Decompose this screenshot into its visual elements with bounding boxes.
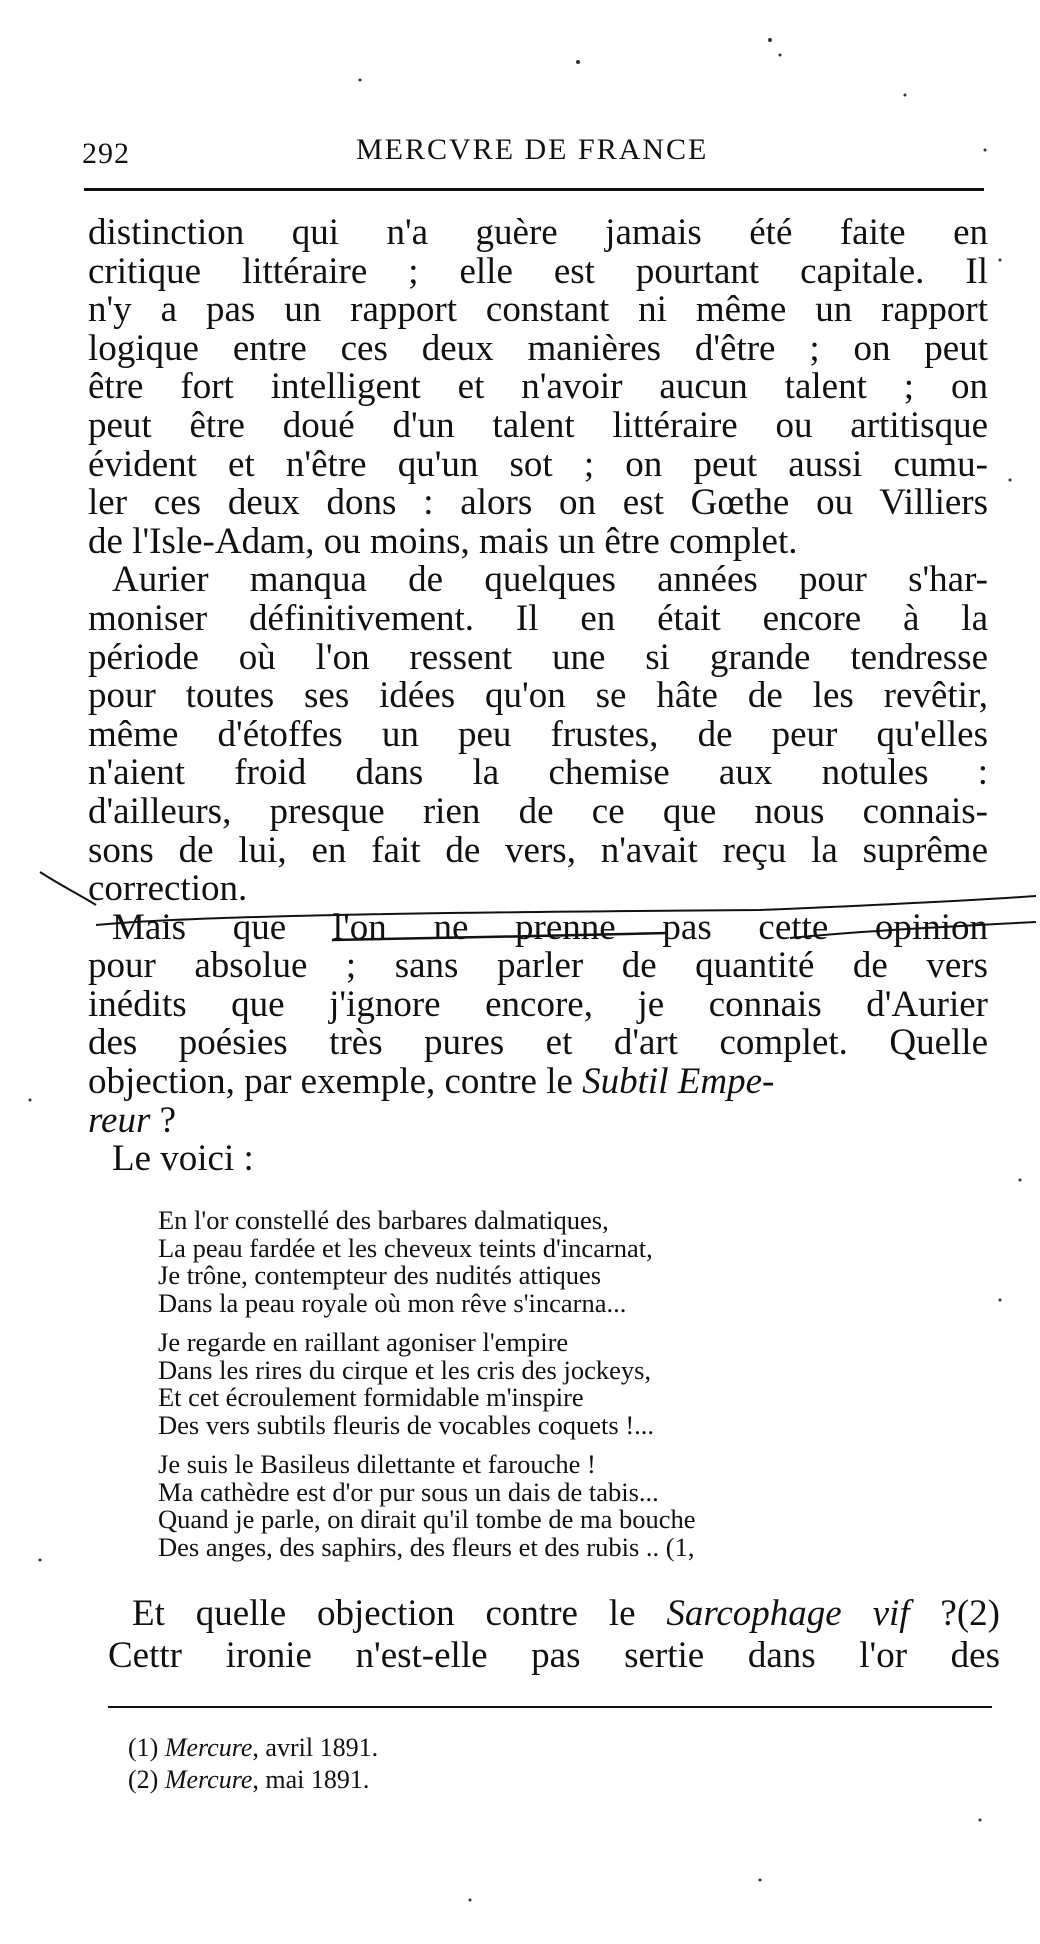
text-line: Mais que l'on ne prenne pas cette opinion [112,906,988,948]
text-line: même d'étoffes un peu frustes, de peur qu'elles [88,713,988,755]
poem-stanza [158,1329,938,1439]
poem-verse: Ma cathèdre est d'or pur sous un dais de tabis... [158,1476,659,1507]
footnote [128,1732,378,1764]
header-rule [84,188,984,191]
poem-verse: La peau fardée et les cheveux teints d'incarnat, [158,1232,653,1263]
text-line [108,1593,1000,1635]
footnote-ref: ?(2) [909,1593,1000,1634]
poem-verse: Quand je parle, on dirait qu'il tombe de ma bouche [158,1504,696,1534]
running-title: MERCVRE DE FRANCE [356,133,709,166]
poem-verse: Je suis le Basileus dilettante et farouche ! [158,1449,596,1479]
text-line: Le voici : [112,1138,254,1180]
text-line: n'y a pas un rapport constant ni même un rapport [88,289,988,331]
text-line: Cettr ironie n'est-elle pas sertie dans l'or des [108,1635,1000,1676]
footnote-rule [108,1706,992,1708]
text-line: d'ailleurs, presque rien de ce que nous connais- [88,790,988,832]
poem-stanza [158,1207,938,1317]
footnote-mark: (2) [128,1765,165,1794]
text-line: moniser définitivement. Il en était encore à la [88,597,988,639]
poem-verse: Des anges, des saphirs, des fleurs et des rubis .. (1, [158,1531,695,1562]
text-line [88,1063,988,1102]
text-line: être fort intelligent et n'avoir aucun talent ; on [88,366,988,408]
text-line: évident et n'être qu'un sot ; on peut aussi cumu- [88,443,988,485]
text-line: distinction qui n'a guère jamais été faite en [88,212,988,253]
work-title: reur [88,1099,151,1141]
footnote-date: , mai 1891. [252,1765,370,1794]
body-text [88,214,988,1179]
text-line: de l'Isle-Adam, ou moins, mais un être complet. [88,520,798,562]
text-line: pour toutes ses idées qu'on se hâte de les revêtir, [88,675,988,717]
footnotes [128,1732,378,1796]
text-line: logique entre ces deux manières d'être ; on peut [88,327,988,369]
text-line: n'aient froid dans la chemise aux notules : [88,752,988,794]
text-fragment: Et quelle objection contre le [132,1593,667,1634]
poem-verse: Dans les rires du cirque et les cris des jockeys, [158,1354,652,1385]
footnote-date: , avril 1891. [252,1733,379,1762]
footnote [128,1764,378,1796]
text-line: sons de lui, en fait de vers, n'avait reçu la suprême [88,829,988,871]
text-line: inédits que j'ignore encore, je connais d'Aurier [88,983,988,1025]
poem-verse: Je trône, contempteur des nudités attiques [158,1260,602,1290]
poem-verse: En l'or constellé des barbares dalmatiques, [158,1205,609,1235]
work-title: Sarcophage vif [666,1593,910,1634]
text-line: ler ces deux dons : alors on est Gœthe ou Villiers [88,482,988,524]
work-title: Subtil Empe- [582,1061,775,1103]
text-fragment: ? [150,1099,177,1141]
poem-stanza [158,1451,938,1561]
poem-verse: Des vers subtils fleuris de vocables coquets !... [158,1409,655,1440]
text-line: critique littéraire ; elle est pourtant capitale. Il [88,250,988,292]
footnote-mark: (1) [128,1733,165,1762]
text-line: pour absolue ; sans parler de quantité de vers [88,945,988,987]
text-line [88,1099,988,1141]
text-line: période où l'on ressent une si grande tendresse [88,636,988,678]
poem-verse: Dans la peau royale où mon rêve s'incarna... [158,1287,627,1318]
poem [158,1207,938,1573]
text-line: correction. [88,868,248,910]
footnote-source: Mercure [164,1765,253,1794]
text-line: peut être doué d'un talent littéraire ou artitisque [88,404,988,446]
text-line: Aurier manqua de quelques années pour s'har- [112,559,988,601]
footnote-source: Mercure [164,1733,253,1762]
poem-verse: Je regarde en raillant agoniser l'empire [158,1327,569,1357]
text-line: des poésies très pures et d'art complet. Quelle [88,1022,988,1064]
continuation-text [108,1593,1000,1677]
poem-verse: Et cet écroulement formidable m'inspire [158,1382,584,1412]
text-fragment: objection, par exemple, contre le [88,1061,583,1103]
page-number: 292 [82,137,130,170]
